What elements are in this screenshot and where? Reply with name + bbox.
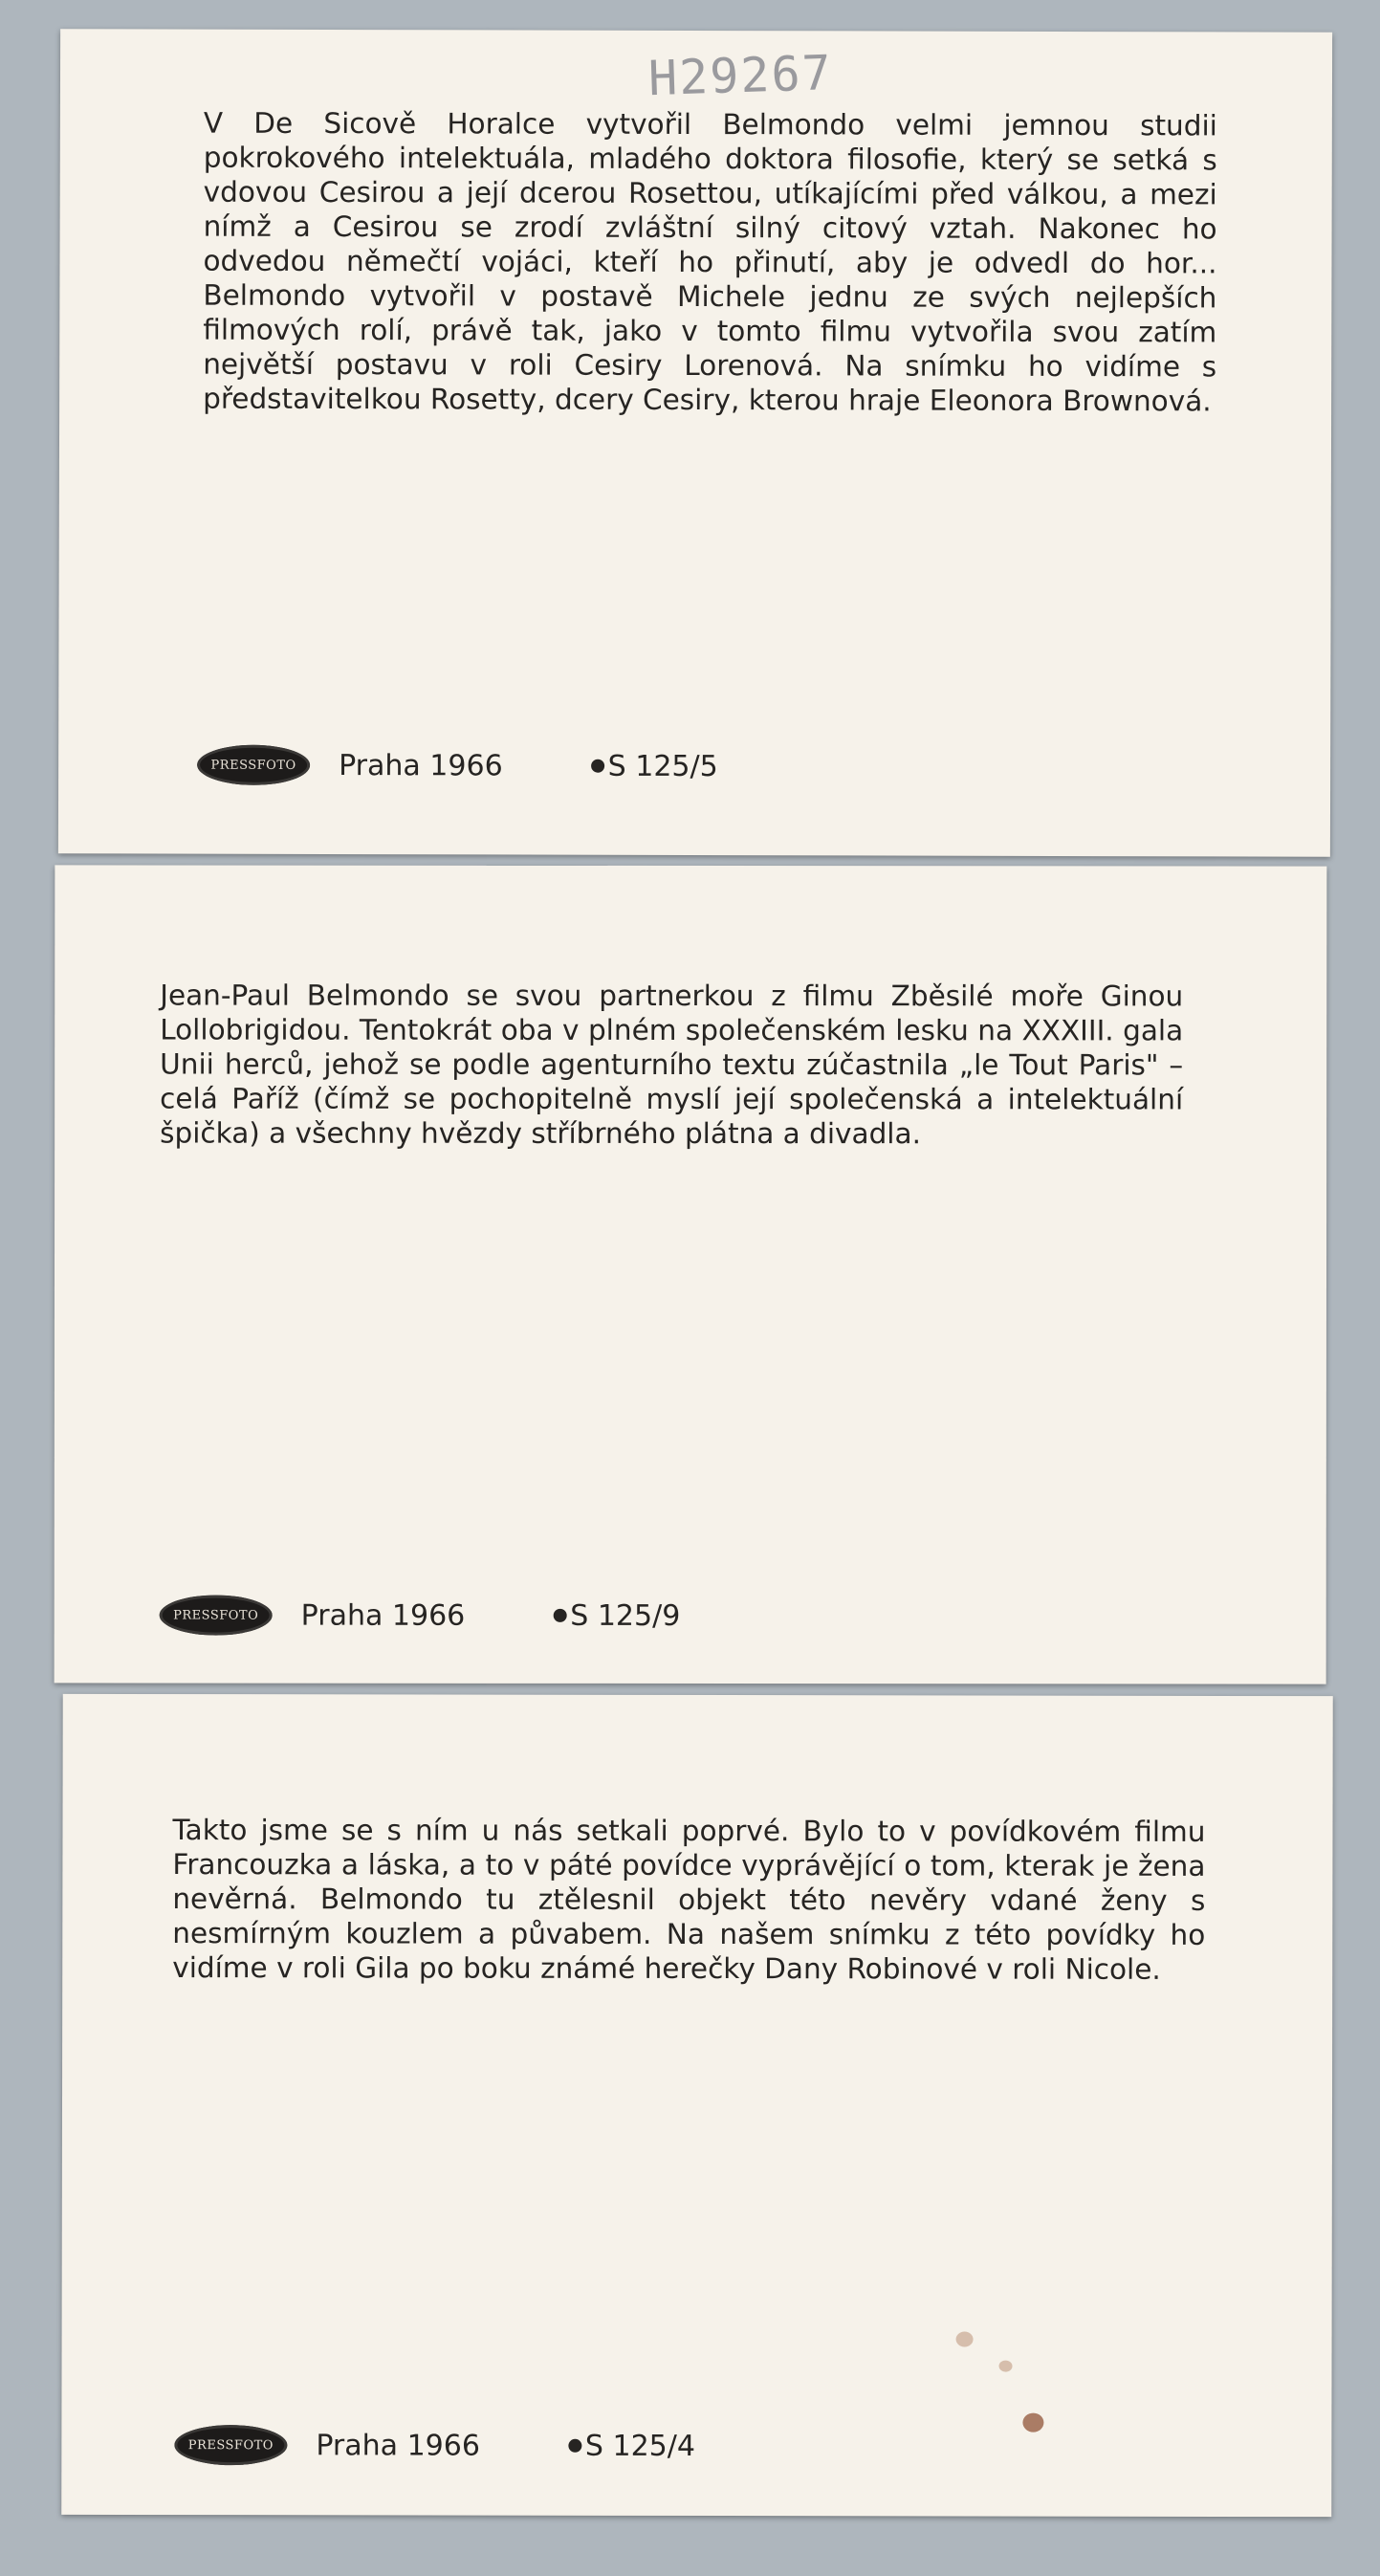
pressfoto-logo: PRESSFOTO — [174, 2425, 287, 2465]
place-year: Praha 1966 — [339, 748, 503, 782]
series-code-text: S 125/9 — [570, 1598, 681, 1633]
bullet-icon — [553, 1609, 566, 1622]
card-footer — [174, 2425, 695, 2466]
postcard-3 — [61, 1694, 1332, 2517]
place-year: Praha 1966 — [316, 2428, 480, 2463]
card-description: Jean-Paul Belmondo se svou partnerkou z filmu Zběsilé moře Ginou Lollobrigidou. Tentokrát oba v plném společenském lesku na XXXIII. gala Unii herců, jehož se podle agenturního textu zúčastnila „le Tout Paris" – celá Paříž (čímž se pochopitelně myslí její společenská a intelektuální špička) a všechny hvězdy stříbrného plátna a divadla. — [160, 979, 1184, 1151]
pressfoto-logo: PRESSFOTO — [197, 745, 310, 785]
paper-stain — [1022, 2413, 1043, 2433]
bullet-icon — [591, 760, 604, 773]
card-description: Takto jsme se s ním u nás setkali poprvé. Bylo to v povídkovém filmu Francouzka a láska, a to v páté povídce vyprávějící o tom, kterak je žena nevěrná. Belmondo tu ztělesnil objekt této nevěry vdané ženy s nesmírným kouzlem a půvabem. Na našem snímku z této povídky ho vidíme v roli Gila po boku známé herečky Dany Robinové v roli Nicole. — [172, 1814, 1206, 1986]
postcard-1 — [58, 29, 1332, 856]
card-description: V De Sicově Horalce vytvořil Belmondo velmi jemnou studii pokrokového intelektuála, mladého doktora filosofie, který se setká s vdovou Cesirou a její dcerou Rosettou, utíkajícími před válkou, a mezi nímž a Cesirou se zrodí zvláštní silný citový vztah. Nakonec ho odvedou němečtí vojáci, kteří ho přinutí, aby je odvedl do hor... Belmondo vytvořil v postavě Michele jednu ze svých nejlepších filmových rolí, právě tak, jako v tomto filmu vytvořila svou zatím největší postavu v roli Cesiry Lorenová. Na snímku ho vidíme s představitelkou Rosetty, dcery Cesiry, kterou hraje Eleonora Brownová. — [203, 106, 1217, 418]
paper-stain — [956, 2331, 974, 2346]
card-footer — [197, 745, 718, 786]
series-code — [591, 749, 718, 782]
bullet-icon — [568, 2439, 581, 2453]
paper-stain — [999, 2361, 1013, 2372]
postcard-2 — [55, 865, 1327, 1684]
series-code-text: S 125/5 — [607, 749, 718, 783]
series-code-text: S 125/4 — [584, 2429, 696, 2463]
place-year: Praha 1966 — [300, 1598, 466, 1633]
pressfoto-logo: PRESSFOTO — [160, 1596, 273, 1636]
card-footer — [160, 1596, 681, 1636]
series-code — [553, 1598, 680, 1632]
series-code — [568, 2429, 695, 2462]
handwritten-inventory-number: H29267 — [647, 45, 834, 107]
